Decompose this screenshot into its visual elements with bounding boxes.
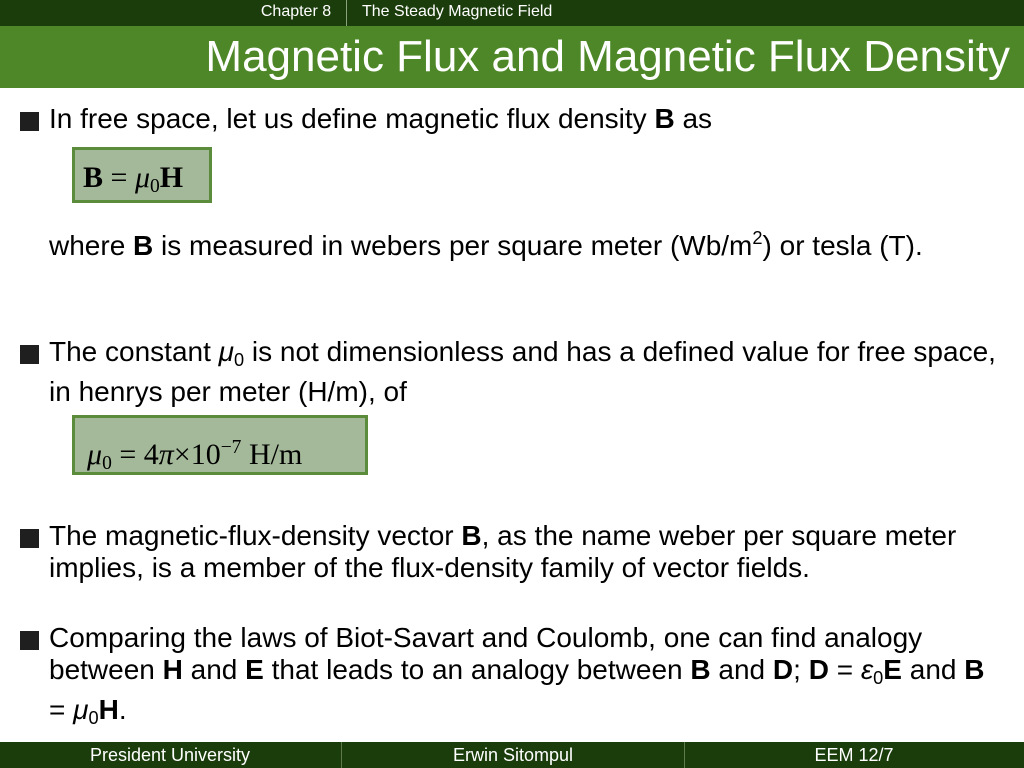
bullet-square-icon	[20, 112, 39, 131]
footer-author: Erwin Sitompul	[341, 742, 685, 768]
bullet-item	[20, 103, 1000, 135]
equation-mu0-value: $\mu_0 = 4\pi\times 10^{-7}$ H/m	[72, 415, 368, 475]
bullet-text: The magnetic-flux-density vector B, as the name weber per square meter implies, is a member of the flux-density family of vector fields.	[49, 520, 957, 583]
where-paragraph: where B is measured in webers per square meter $(Wb/m^2)$ or tesla (T).	[49, 228, 923, 261]
chapter-label: Chapter 8	[246, 0, 347, 26]
bullet-square-icon	[20, 529, 39, 548]
bullet-text: The constant $\mu_0$ is not dimensionless and has a defined value for free space, in henrys per meter (H/m), of	[49, 336, 996, 407]
bullet-text: In free space, let us define magnetic flux density B as	[49, 103, 713, 134]
bullet-square-icon	[20, 345, 39, 364]
slide-content	[0, 88, 1024, 742]
footer-bar	[0, 742, 1024, 768]
bullet-text: Comparing the laws of Biot-Savart and Coulomb, one can find analogy between H and E that leads to an analogy between B and D; $D = \varepsilon_0E$ and $B = \mu_0H$.	[49, 622, 985, 728]
footer-slide-number: EEM 12/7	[814, 745, 894, 765]
slide-title: Magnetic Flux and Magnetic Flux Density	[205, 32, 1010, 81]
title-bar	[0, 26, 1024, 88]
bullet-square-icon	[20, 631, 39, 650]
top-bar	[0, 0, 1024, 26]
equation-b-mu0-h: $B = \mu_0H$	[72, 147, 212, 203]
bullet-item	[20, 336, 1000, 408]
bullet-item	[20, 622, 1000, 734]
footer-institution: President University	[89, 745, 251, 765]
bullet-item	[20, 520, 1000, 584]
chapter-subject: The Steady Magnetic Field	[362, 3, 553, 20]
